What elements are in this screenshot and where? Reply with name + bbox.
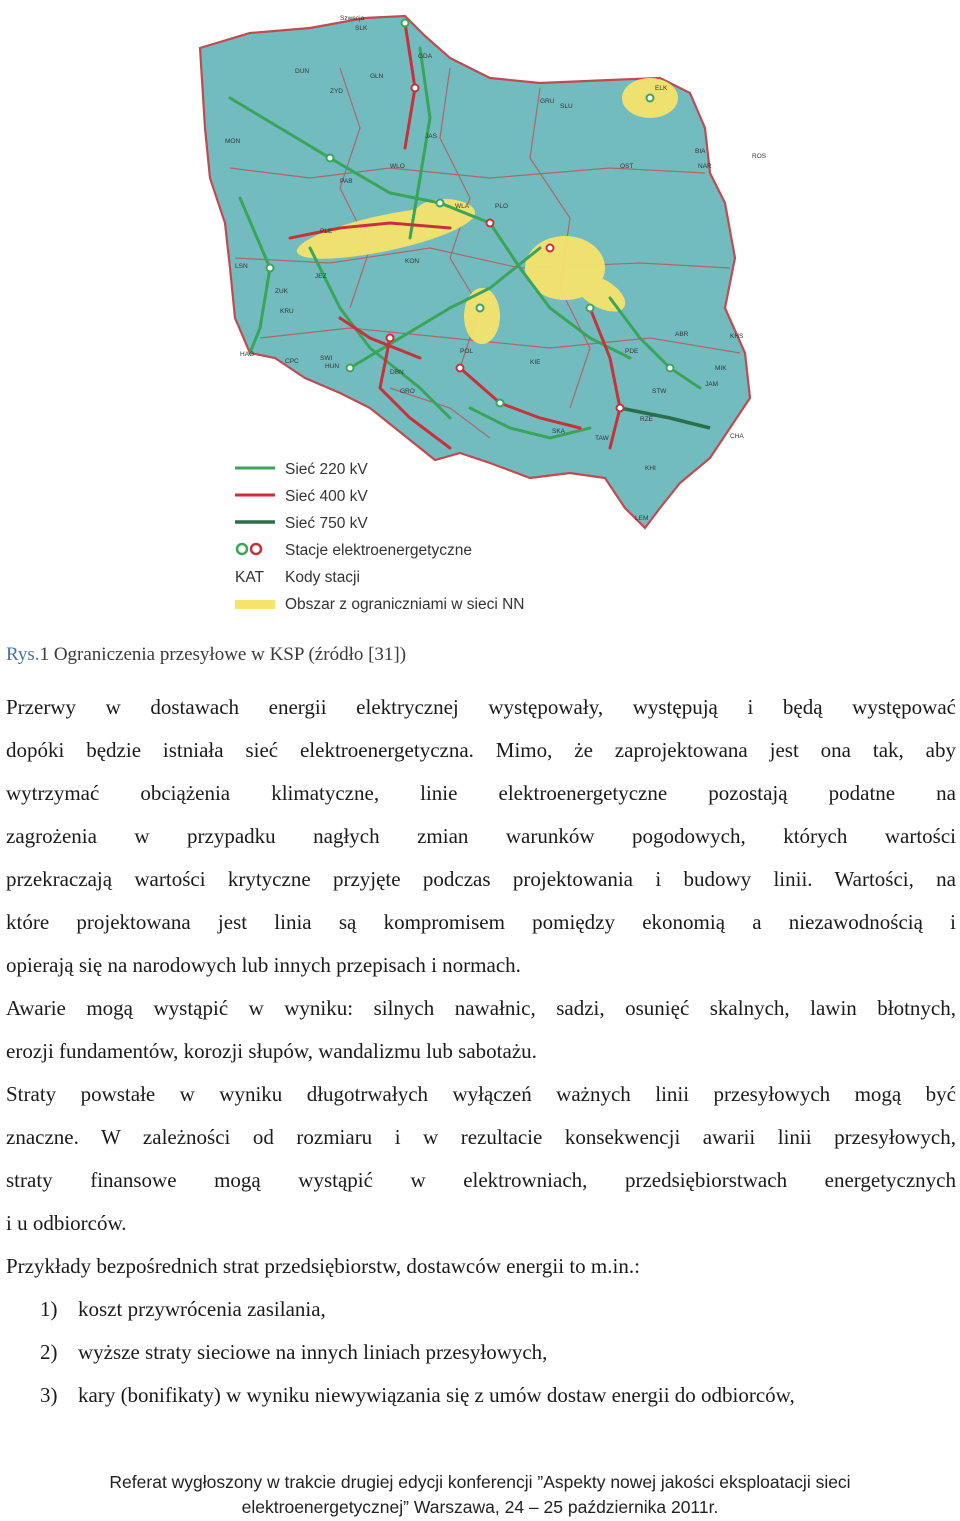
station-code: JAM bbox=[705, 381, 718, 388]
legend-station-green-icon bbox=[237, 544, 247, 554]
legend-label-400kv: Sieć 400 kV bbox=[285, 488, 368, 505]
list-item-text: koszt przywrócenia zasilania, bbox=[78, 1297, 326, 1321]
text-line: opierają się na narodowych lub innych przepisach i normach. bbox=[6, 953, 521, 977]
text-line: straty finansowe mogą wystąpić w elektrowniach, przedsiębiorstwach energetycznych bbox=[6, 1168, 956, 1192]
text-line: które projektowana jest linia są kompromisem pomiędzy ekonomią a niezawodnością i bbox=[6, 910, 956, 934]
examples-list bbox=[6, 1288, 956, 1417]
station-code: JEZ bbox=[315, 273, 327, 280]
station-code: ZYD bbox=[330, 88, 343, 95]
legend-label-restricted: Obszar z ograniczniami w sieci NN bbox=[285, 596, 525, 613]
legend-label-750kv: Sieć 750 kV bbox=[285, 515, 368, 532]
station-code: KHS bbox=[730, 333, 744, 340]
text-line: Przerwy w dostawach energii elektrycznej występowały, występują i będą występować bbox=[6, 695, 956, 719]
list-item-number: 2) bbox=[40, 1340, 58, 1364]
station-code: SLU bbox=[560, 103, 573, 110]
station-code: KHI bbox=[645, 465, 656, 472]
text-line: Straty powstałe w wyniku długotrwałych wyłączeń ważnych linii przesyłowych mogą być bbox=[6, 1082, 956, 1106]
station-code: KIE bbox=[530, 359, 541, 366]
station-code: TAW bbox=[595, 435, 609, 442]
legend-swatch-restricted bbox=[235, 600, 275, 609]
station-code: RZE bbox=[640, 416, 653, 423]
text-line: erozji fundamentów, korozji słupów, wandalizmu lub sabotażu. bbox=[6, 1039, 537, 1063]
legend-label-station-codes: Kody stacji bbox=[285, 569, 360, 586]
paragraph-4 bbox=[6, 1245, 956, 1288]
footer-line-1: Referat wygłoszony w trakcie drugiej edycji konferencji ”Aspekty nowej jakości eksploatacji sieci bbox=[109, 1472, 851, 1492]
station-code: GDA bbox=[418, 53, 433, 60]
station-code: SWI bbox=[320, 355, 333, 362]
legend-station-red-icon bbox=[251, 544, 261, 554]
station-code: ELK bbox=[655, 85, 668, 92]
paragraph-3 bbox=[6, 1073, 956, 1245]
station-code: OST bbox=[620, 163, 634, 170]
legend-station-code-sample: KAT bbox=[235, 569, 264, 586]
station-code: DBN bbox=[390, 369, 404, 376]
station-code: HAG bbox=[240, 351, 255, 358]
caption-text: 1 Ograniczenia przesyłowe w KSP (źródło [31]) bbox=[39, 644, 407, 665]
station-code: GRO bbox=[400, 388, 415, 395]
station-code: WLA bbox=[455, 203, 470, 210]
body-text bbox=[6, 686, 956, 1417]
text-line: dopóki będzie istniała sieć elektroenergetyczna. Mimo, że zaprojektowana jest ona tak, aby bbox=[6, 738, 956, 762]
station-code: MON bbox=[225, 138, 241, 145]
text-line: znaczne. W zależności od rozmiaru i w rezultacie konsekwencji awarii linii przesyłowych, bbox=[6, 1125, 956, 1149]
station-code: POL bbox=[460, 348, 474, 355]
list-item-number: 1) bbox=[40, 1297, 58, 1321]
station-code: KRU bbox=[280, 308, 294, 315]
station-code: GRU bbox=[540, 98, 555, 105]
station-code: PDE bbox=[625, 348, 639, 355]
text-line: zagrożenia w przypadku nagłych zmian warunków pogodowych, których wartości bbox=[6, 824, 956, 848]
station-code: KON bbox=[405, 258, 420, 265]
list-item bbox=[40, 1331, 956, 1374]
figure-caption bbox=[6, 644, 406, 666]
station-code: STW bbox=[652, 388, 667, 395]
text-line: przekraczają wartości krytyczne przyjęte podczas projektowania i budowy linii. Wartości, na bbox=[6, 867, 956, 891]
station-code: PLE bbox=[320, 228, 333, 235]
list-item-text: wyższe straty sieciowe na innych liniach przesyłowych, bbox=[78, 1340, 548, 1364]
legend-label-220kv: Sieć 220 kV bbox=[285, 461, 368, 478]
station-code: ABR bbox=[675, 331, 689, 338]
text-line: wytrzymać obciążenia klimatyczne, linie elektroenergetyczne pozostają podatne na bbox=[6, 781, 956, 805]
list-item-text: kary (bonifikaty) w wyniku niewywiązania się z umów dostaw energii do odbiorców, bbox=[78, 1383, 795, 1407]
paragraph-2 bbox=[6, 987, 956, 1073]
station-code: GLN bbox=[370, 73, 384, 80]
station-code: CHA bbox=[730, 433, 744, 440]
map-legend bbox=[235, 461, 524, 613]
power-grid-map-figure bbox=[190, 8, 790, 618]
list-item bbox=[40, 1288, 956, 1331]
list-item-number: 3) bbox=[40, 1383, 58, 1407]
station-code: Szwecja bbox=[340, 15, 365, 22]
station-code: LSN bbox=[235, 263, 248, 270]
footer-line-2: elektroenergetycznej” Warszawa, 24 – 25 października 2011r. bbox=[241, 1497, 719, 1517]
station-code: DUN bbox=[295, 68, 310, 75]
station-code: JAS bbox=[425, 133, 437, 140]
legend-label-stations: Stacje elektroenergetyczne bbox=[285, 542, 472, 559]
station-code: PAB bbox=[340, 178, 353, 185]
paragraph-1 bbox=[6, 686, 956, 987]
station-code: SKA bbox=[552, 428, 566, 435]
station-code: ZUK bbox=[275, 288, 288, 295]
station-code: SLK bbox=[355, 25, 368, 32]
page-footer bbox=[0, 1470, 960, 1520]
station-code: MIK bbox=[715, 365, 727, 372]
list-item bbox=[40, 1374, 956, 1417]
station-code: PLO bbox=[495, 203, 509, 210]
text-line: Awarie mogą wystąpić w wyniku: silnych nawałnic, sadzi, osunięć skalnych, lawin błotnych, bbox=[6, 996, 956, 1020]
station-code: WLO bbox=[390, 163, 405, 170]
text-line: Przykłady bezpośrednich strat przedsiębiorstw, dostawców energii to m.in.: bbox=[6, 1254, 640, 1278]
poland-grid-map bbox=[190, 8, 790, 618]
text-line: i u odbiorców. bbox=[6, 1211, 127, 1235]
station-code: CPC bbox=[285, 358, 299, 365]
station-code: ROS bbox=[752, 153, 767, 160]
station-code: BIA bbox=[695, 148, 706, 155]
station-code: HUN bbox=[325, 363, 340, 370]
caption-lead: Rys. bbox=[6, 644, 40, 665]
station-code: LEM bbox=[635, 515, 649, 522]
station-code: NAR bbox=[698, 163, 712, 170]
